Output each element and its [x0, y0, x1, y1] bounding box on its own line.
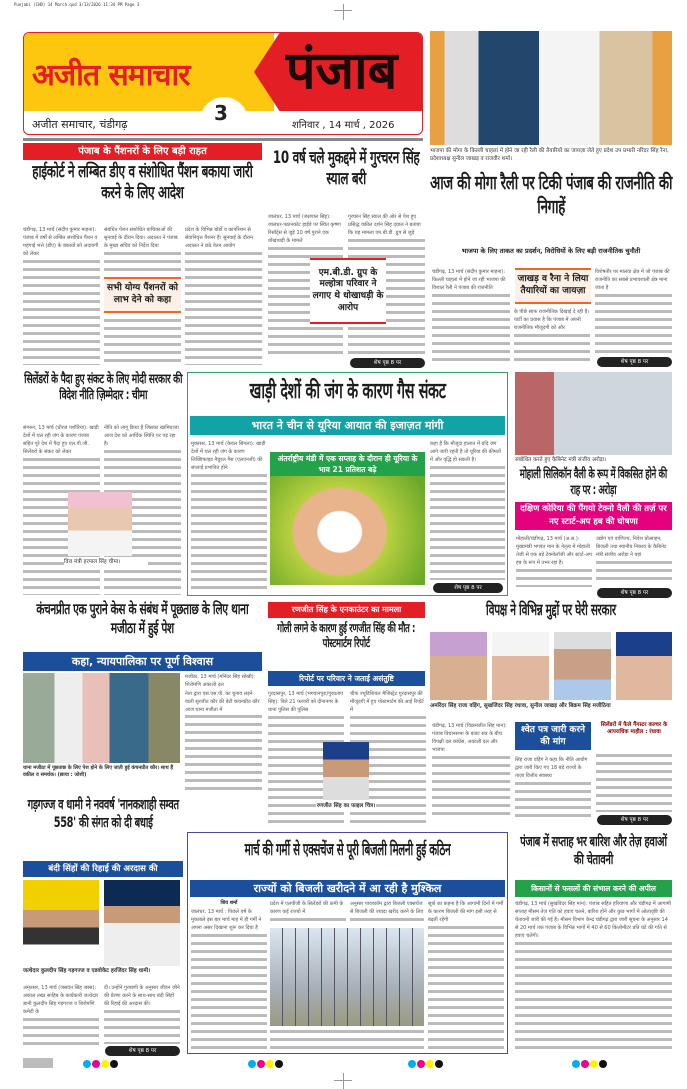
body-text: मजीठा, 13 मार्च (मनिंदर सिंह सोखी): शिरोमणि अकाली दल [185, 673, 262, 690]
headline: गोली लगने के कारण हुई रणजीत सिंह की मौत : पोस्टमार्टम रिपोर्ट [277, 621, 416, 650]
headline: हाईकोर्ट ने लम्बित डीए व संशोधित पैंशन बकाया जारी करने के लिए आदेश [32, 162, 253, 204]
headline: खाड़ी देशों की जंग के कारण गैस संकट [249, 379, 446, 404]
registration-mark [92, 1060, 100, 1068]
registration-mark [590, 1060, 598, 1068]
callout-box: एम.बी.डी. ग्रुप के मल्होत्रा परिवार ने लगाए थे धोखाधड़ी के आरोप [310, 258, 386, 324]
continued-link[interactable]: शेष पृष्ठ 8 पर [597, 815, 672, 825]
body-text: अमृतसर, 13 मार्च (जसवंत सिंह जस्स): अकाल तख्त साहिब के कार्यकारी जत्थेदार ज्ञानी कुलदीप सिंह गड़गज्ज व शिरोमणि कमेटी के [23, 985, 99, 1015]
subheadline: दक्षिण कोरिया की पैंगयो टेक्नो वैली की तर्ज़ पर नए स्टार्ट-अप हब की घोषणा [515, 502, 672, 530]
subheadline: बंदी सिंहों की रिहाई की अरदास की [23, 861, 183, 877]
article-body [596, 752, 672, 812]
subheadline: भारत ने चीन से यूरिया आयात की इजाज़त मांगी [190, 416, 505, 435]
continued-link[interactable]: शेष पृष्ठ 8 पर [433, 583, 503, 593]
photo-caption: रणजीत सिंह का फाइल चित्र। [316, 803, 376, 809]
photo-caption: अमरिंदर सिंह राजा वड़िंग, सुखजिंदर सिंह रंधावा, सुनील जाखड़ और बिक्रम सिंह मजीठिया [430, 703, 611, 709]
continued-link[interactable]: शेष पृष्ठ 8 पर [350, 358, 425, 368]
substation-photo [270, 928, 424, 1026]
article-body [595, 268, 672, 354]
article-body [104, 317, 181, 365]
headline: मोहाली सिलिकॉन वैली के रूप में विकसित होने की राह पर : अरोड़ा [519, 467, 667, 499]
registration-mark [83, 1060, 91, 1068]
leader-photo [554, 632, 611, 700]
body-text: चंडीगढ़, 13 मार्च (विक्रमजीत सिंह मान): पंजाब विधानसभा के बजट सत्र के बीच विपक्षी दल कांग्रेस, अकाली दल और भाजपा [432, 722, 510, 755]
article-body [23, 984, 99, 1050]
continued-link[interactable]: शेष पृष्ठ 8 पर [597, 357, 672, 367]
issue-date: शनिवार , 14 मार्च , 2026 [292, 120, 395, 131]
headline: सिलेंडरों के पैदा हुए संकट के लिए मोदी सरकार की विदेश नीति ज़िम्मेदार : चीमा [24, 372, 183, 404]
body-text: चंडीगढ़, 13 मार्च (संदीप कुमार माहना): पंजाब में वर्षों से लम्बित संशोधित पैंशन व महंगाई भत्ते (डीए) के बकायों को अदायगी को लेकर [23, 227, 99, 257]
article-body [596, 535, 672, 585]
paper-name: अजीत समाचार [32, 58, 190, 93]
registration-mark [572, 1060, 580, 1068]
byline: शिव शर्मा [220, 900, 238, 906]
crop-mark [343, 4, 344, 20]
headline: मार्च की गर्मी से एक्सचेंज से पूरी बिजली मिलनी हुई कठिन [244, 840, 451, 860]
registration-mark [581, 1060, 589, 1068]
body-text: दी। उन्होंने गुरबाणी के अनुसार जीवन जीने की प्रेरणा करने के साथ-साथ बंदी सिंहों की रिहाई की अरदास की। [104, 985, 180, 1007]
article-body [432, 722, 510, 820]
photo-caption: संबोधित करते हुए कैबिनेट मंत्री संजीव अरोड़ा। [515, 457, 607, 463]
photo-caption: जत्थेदार कुलदीप सिंह गड़गज्ज व एडवोकेट हरजिंदर सिंह धामी। [23, 968, 151, 974]
registration-mark [408, 1060, 416, 1068]
body-text: गुरदासपुर, 13 मार्च (भगवानपुरा/गुरप्रताप सिंह): बिते 21 फरवरी को दीनानगर के थाना पुलिस की पुलिस [268, 691, 343, 713]
headline: गड़गज्ज व धामी ने नववर्ष 'नानकशाही सम्वत 558' की संगत को दी बधाई [27, 797, 179, 831]
image-title: अंतर्राष्ट्रीय मंडी में एक सप्ताह के दौरान ही यूरिया के भाव 21 प्रतिशत बढ़े [270, 452, 425, 476]
crop-mark [334, 10, 352, 11]
photo-caption: वित्त मंत्री हरपाल सिंह चीमा। [64, 558, 148, 566]
body-text: मुक्तसर, 13 मार्च (केवल सिंगला): खाड़ी देशों में चल रही जंग के कारण लिक्विफाइड नैचुरल गैस (एलएनजी) की सप्लाई प्रभावित होने [191, 441, 266, 471]
dhami-photo [104, 880, 180, 966]
divider [23, 138, 423, 141]
body-text: चंडीगढ़, 13 मार्च (संदीप कुमार माहना): किल्ली चाहलां में होने जा रही भाजपा की विशाल रैली ने पंजाब की राजनीति [432, 268, 510, 293]
subheadline: कहा, न्यायपालिका पर पूर्ण विश्वास [23, 652, 262, 671]
registration-mark [110, 1060, 118, 1068]
body-text: गुरचरन सिंह स्याल की ओर से पेश हुए प्रसिद्ध वकील दर्शन सिंह दयाल ने बताया कि यह मामला एम.बी.डी. ग्रुप से जुड़े [348, 213, 425, 238]
cheema-photo [68, 492, 132, 556]
article-body [104, 984, 180, 1044]
ranjit-photo [323, 742, 369, 800]
leader-photo [430, 632, 487, 700]
headline: विपक्ष ने विभिन्न मुद्दों पर घेरी सरकार [486, 600, 616, 619]
article-body [515, 756, 591, 820]
body-text: जालंधर, 13 मार्च (जसपाल सिंह): जालंधर-पठानकोट हाईवे पर स्थित कृष्णा रिसॉर्ट्स से जुड़े 10 वर्ष पुराने एक धोखाधड़ी के मामले [268, 213, 343, 246]
headline: 10 वर्ष चले मुकद्दमे में गुरचरन सिंह स्याल बरी [272, 148, 420, 190]
registration-mark [426, 1060, 434, 1068]
body-text: सूत्रों का कहना है कि आगामी दिनों में गर्मी के कारण बिजली की मांग इसी तरह से बढ़ती रहेगी [428, 901, 504, 923]
side-headline: सिलेंडरों में फैले गैंगस्टर कल्चर के आपराधिक माहौल : रंधावा [600, 722, 668, 735]
article-body [185, 226, 262, 365]
body-text: चीफ ज्यूडिशियल मैजिस्ट्रेट गुरदासपुर की मौजूदगी में हुए पोस्टमार्टम की आई रिपोर्ट में [350, 690, 426, 715]
print-slug: Punjabi (CHD) 14 March.qxd 3/13/2026 11:34 PM Page 3 [14, 2, 140, 7]
registration-mark [435, 1060, 443, 1068]
gargajj-photo [23, 880, 99, 966]
subheadline: किसानों से फसलों की संभाल करने की अपील [515, 880, 672, 897]
rally-photo [430, 31, 672, 145]
masthead [23, 32, 423, 135]
article-body [514, 308, 590, 365]
article-body [270, 1028, 424, 1050]
registration-mark [257, 1060, 265, 1068]
kicker: रणजीत सिंह के एनकाउंटर का मामला [268, 602, 425, 618]
article-body [516, 535, 592, 587]
headline: पंजाब में सप्ताह भर बारिश और तेज़ हवाओं की चेतावनी [520, 834, 667, 868]
body-text: प्रदेश में एलपीजी के सिलेंडरों की कमी के कारण कई राज्यों में [270, 900, 346, 917]
body-text: विशेषतौर पर मालवा क्षेत्र में जो पंजाब की राजनीति का सबसे प्रभावशाली क्षेत्र माना जाता है [595, 268, 672, 293]
article-body [23, 226, 100, 365]
leader-photo [616, 632, 672, 700]
photo-caption: थाना मजीठा में पूछताछ के लिए पेश होने के लिए जाती हुई कंचनप्रीत कौर। साथ हैं वकील व समर्थक। (छाया : जोशी) [23, 765, 174, 778]
registration-mark [599, 1060, 607, 1068]
subheadline: राज्यों को बिजली खरीदने में आ रही है मुश्किल [190, 880, 505, 897]
article-body [191, 440, 267, 590]
print-bar [23, 1058, 53, 1068]
kanchan-photo [23, 673, 180, 763]
headline: आज की मोगा रैली पर टिकी पंजाब की राजनीति की निगाहें [430, 172, 673, 218]
registration-mark [266, 1060, 274, 1068]
body-text: मोहाली/चंडीगढ़, 13 मार्च (अ.स.): मुख्यमंत्री भगवंत मान के नेतृत्व में मोहाली तेजी से एक बड़े टेक्नोलॉजी और स्टार्ट-अप हब के रूप में उभर रहा है। [516, 536, 592, 566]
subheadline: भाजपा के लिए ताकत का प्रदर्शन, विरोधियों के लिए बड़ी राजनीतिक चुनौती [461, 247, 641, 255]
body-text: संबंधित पेंशन संशोधित याचिकाओं की सुनवाई के दौरान दिया। अदालत ने पंजाब के मुख्य सचिव को निर्देश दिया [104, 226, 181, 251]
section-name: पंजाब [286, 41, 398, 101]
page-number: 3 [214, 101, 228, 125]
subheadline: रिपोर्ट पर परिवार ने जताई असंतुष्टि [268, 671, 425, 686]
registration-mark [275, 1060, 283, 1068]
callout-box: श्वेत पत्र जारी करने की मांग [515, 722, 591, 750]
body-text: चंडीगढ़, 13 मार्च (सुखविंदर सिंह मान): पंजाब सहित हरियाणा और चंडीगढ़ में आगामी सप्ताह मौसम तेज़ गति को हवाएं चलने, बारिश होने और कुछ भागों में ओलावृष्टि की चेतावनी जारी की गई है। मौसम विभाग केन्द्र चंडीगढ़ द्वारा जारी सूचना के अनुसार 14 से 20 मार्च तक पंजाब के विभिन्न भागों में 40 से 60 किलोमीटर प्रति घंटे की गति से हवाएं चलेंगी। [515, 901, 671, 939]
body-text: अनुसार पावरकॉम द्वारा बिजली एक्सचेंज से बिजली की ज्यादा खरीद करने के लिए [350, 901, 424, 915]
article-body [191, 908, 267, 1050]
continued-link[interactable]: शेष पृष्ठ 8 पर [597, 588, 672, 598]
article-body [430, 440, 505, 580]
body-text: सिंह राजा वड़िंग ने कहा कि नीति आयोग द्वारा जारी किए गए 18 बड़े राज्यों के ताज़ा वित्तीय स्वास्थ्य [515, 756, 591, 781]
registration-mark [101, 1060, 109, 1068]
body-text: नेता द्वारा एस.एस.पी. का चुनाव लड़ने वाली सुरजीत कौर की बेटी कंचनप्रीत कौर आज थाना मजीठा में [185, 690, 262, 715]
body-text: संगरूर, 13 मार्च (धीरज पशौरिया): खाड़ी देशों में चल रही जंग के कारण पंजाब सहित पूरे देश में पैदा हुए एल.पी.जी. सिलेंडरों के संकट को लेकर [23, 425, 99, 455]
body-text: उद्योग एवं वाणिज्य, निवेश प्रोत्साहन, बिजली तथा स्थानीय निकाय के कैबिनेट मंत्री संजीव अरोड़ा ने यहां [596, 535, 672, 560]
registration-mark [248, 1060, 256, 1068]
article-body [270, 900, 346, 926]
callout-box: सभी योग्य पैंशनरों को लाभ देने को कहा [104, 277, 181, 313]
continued-link[interactable]: शेष पृष्ठ 8 पर [105, 1046, 180, 1056]
body-text: जालंधर, 13 मार्च : पिछले वर्ष के मुकाबले इस बार मार्च माह में ही गर्मी ने अपना असर दिखाना शुरू कर दिया है [191, 908, 267, 933]
leader-photo [492, 632, 549, 700]
article-body [104, 226, 181, 274]
article-body [432, 268, 510, 365]
crop-mark [343, 1073, 344, 1089]
edition-city: अजीत समाचार, चंडीगढ़ [32, 118, 128, 131]
article-body [428, 900, 504, 1050]
body-text: के पीछे साफ राजनीतिक दिखाई दे रही है। पार्टी का प्रयास है कि पंजाब में अपनी राजनीतिक मौजूदगी को और [514, 309, 590, 331]
article-body [515, 900, 672, 1050]
body-text: नीति को लागू किया है जिसका खामियाजा आज देश को आर्थिक स्थिति पर पड़ रहा है। [104, 424, 181, 449]
crop-mark [334, 1080, 352, 1081]
registration-mark [417, 1060, 425, 1068]
callout-box: जाखड़ व रैना ने लिया तैयारियों का जायज़ा [515, 268, 591, 304]
meeting-photo [515, 372, 672, 455]
article-body [185, 673, 262, 793]
photo-caption: भाजपा की मोगा के किल्ली चाहलां में होने जा रही रैली की तैयारियों का जायज़ा लेते हुए प्रदेश उप प्रभारी नरिंदर सिंह रैना, प्रदेशाध्यक्ष सुनील जाखड़ व राजवीर शर्मा। [430, 148, 669, 163]
body-text: प्रदेश के विभिन्न बोर्डों व कार्पोरेशन से सेवानिवृत्त पैंशनर हैं। सुनवाई के दौरान अदालत ने छठे वेतन आयोग [185, 226, 262, 251]
body-text: कहा है कि मौजूदा हालात में यदि जंग आगे जारी रहती है तो यूरिया की कीमतों में और वृद्धि हो सकती है। [430, 440, 505, 465]
headline: कंचनप्रीत एक पुराने केस के संबंध में पूछताछ के लिए थाना मजीठा में हुई पेश [36, 600, 249, 637]
kicker: पंजाब के पैंशनरों के लिए बड़ी राहत [23, 143, 262, 160]
article-body [350, 900, 424, 926]
